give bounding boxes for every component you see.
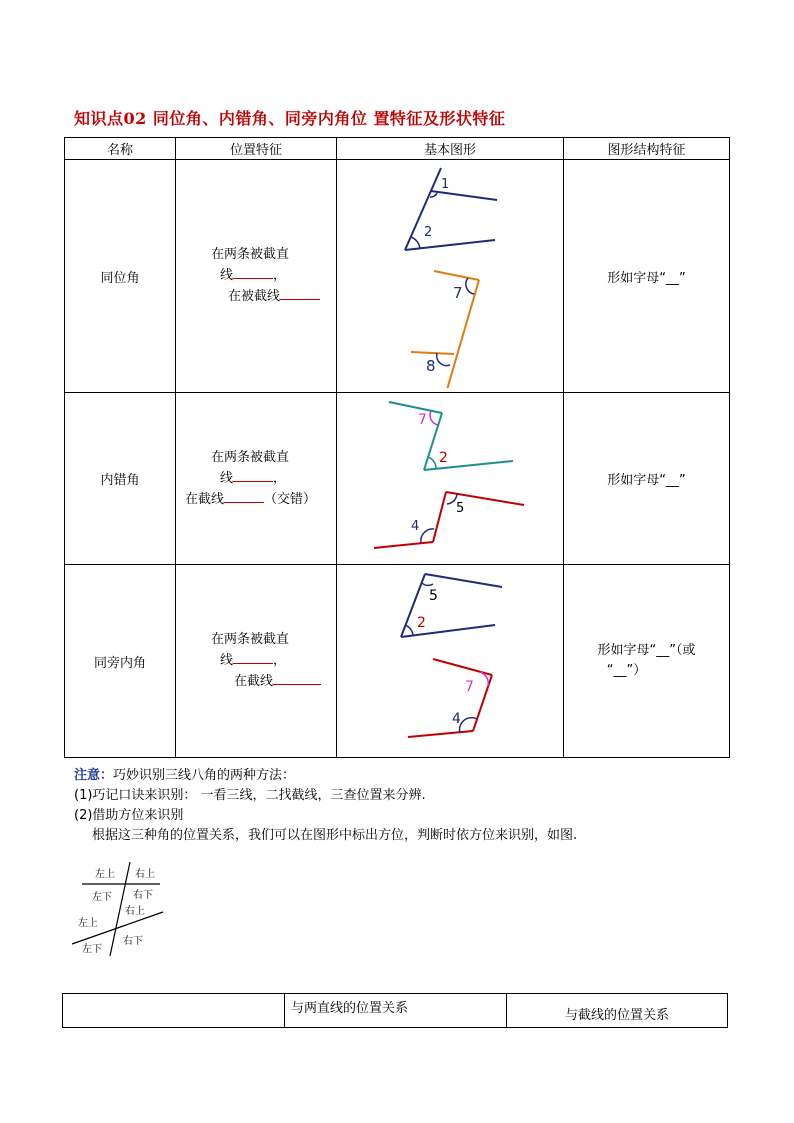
relation-col-3: 与截线的位置关系 <box>507 994 728 1028</box>
dir-label: 左上 <box>78 918 98 929</box>
table-row <box>65 160 730 393</box>
direction-figure <box>70 858 180 958</box>
angle-label: 5 <box>429 588 438 604</box>
same-side-interior-angles-figure <box>337 565 564 753</box>
dir-label: 左上 <box>95 869 115 880</box>
section-title: 知识点02 同位角、内错角、同旁内角位 置特征及形状特征 <box>74 109 506 128</box>
row-name: 同旁内角 <box>65 565 176 758</box>
note-section <box>74 766 577 846</box>
dir-label: 右下 <box>123 936 143 947</box>
row-structure <box>564 565 730 758</box>
structure-line: 形如字母“__”（或 <box>597 643 696 658</box>
row-figure <box>337 393 564 565</box>
table-row <box>63 994 728 1028</box>
header-figure: 基本图形 <box>337 138 564 160</box>
structure-line: “__”） <box>606 663 647 678</box>
dir-label: 左下 <box>92 892 112 903</box>
dir-label: 右下 <box>133 890 153 901</box>
dir-label: 左下 <box>82 944 102 955</box>
row-figure <box>337 565 564 758</box>
angle-label: 8 <box>426 357 436 375</box>
angle-label: 4 <box>411 519 420 534</box>
note-line-1: (1)巧记口诀来识别： 一看三线，二找截线，三查位置来分辨. <box>74 788 426 803</box>
row-name: 同位角 <box>65 160 176 393</box>
note-heading: 注意：巧妙识别三线八角的两种方法： <box>74 768 296 783</box>
pos-line: 在截线 （交错） <box>176 489 336 510</box>
row-position <box>176 160 337 393</box>
angle-label: 4 <box>452 711 461 727</box>
angle-label: 1 <box>441 177 450 192</box>
pos-line: 在截线 <box>176 671 336 692</box>
note-line-2: (2)借助方位来识别 <box>74 808 184 823</box>
angle-label: 7 <box>453 284 463 302</box>
pos-line: 线 ， <box>176 265 336 286</box>
angle-label: 2 <box>424 225 433 240</box>
row-position <box>176 565 337 758</box>
pos-line: 在两条被截直 <box>211 449 290 465</box>
dir-label: 右上 <box>135 869 155 880</box>
angle-types-table <box>64 137 730 758</box>
angle-label: 2 <box>417 615 426 631</box>
relation-col-2: 与两直线的位置关系 <box>285 994 507 1028</box>
pos-line: 线 ， <box>176 468 336 489</box>
row-name: 内错角 <box>65 393 176 565</box>
row-structure: 形如字母“__” <box>564 160 730 393</box>
table-row <box>65 565 730 758</box>
pos-line: 在两条被截直 <box>211 632 290 647</box>
row-position <box>176 393 337 565</box>
pos-line: 在两条被截直 <box>211 247 290 262</box>
dir-label: 右上 <box>125 906 145 917</box>
relation-table <box>62 993 728 1028</box>
header-position: 位置特征 <box>176 138 337 160</box>
note-label: 注意： <box>74 768 114 783</box>
note-line-3: 根据这三种角的位置关系，我们可以在图形中标出方位，判断时依方位来识别，如图. <box>92 828 578 843</box>
pos-line: 线 ， <box>176 650 336 671</box>
header-name: 名称 <box>65 138 176 160</box>
relation-col-1 <box>63 994 285 1028</box>
angle-label: 5 <box>456 501 465 516</box>
header-structure: 图形结构特征 <box>564 138 730 160</box>
table-row <box>65 393 730 565</box>
row-figure <box>337 160 564 393</box>
pos-line: 在被截线 <box>176 286 336 307</box>
alternate-angles-figure <box>337 393 564 560</box>
angle-label: 2 <box>439 450 448 466</box>
angle-label: 7 <box>418 412 427 428</box>
table-header-row <box>65 138 730 160</box>
angle-label: 7 <box>465 679 474 695</box>
corresponding-angles-figure <box>337 160 564 388</box>
row-structure: 形如字母“__” <box>564 393 730 565</box>
